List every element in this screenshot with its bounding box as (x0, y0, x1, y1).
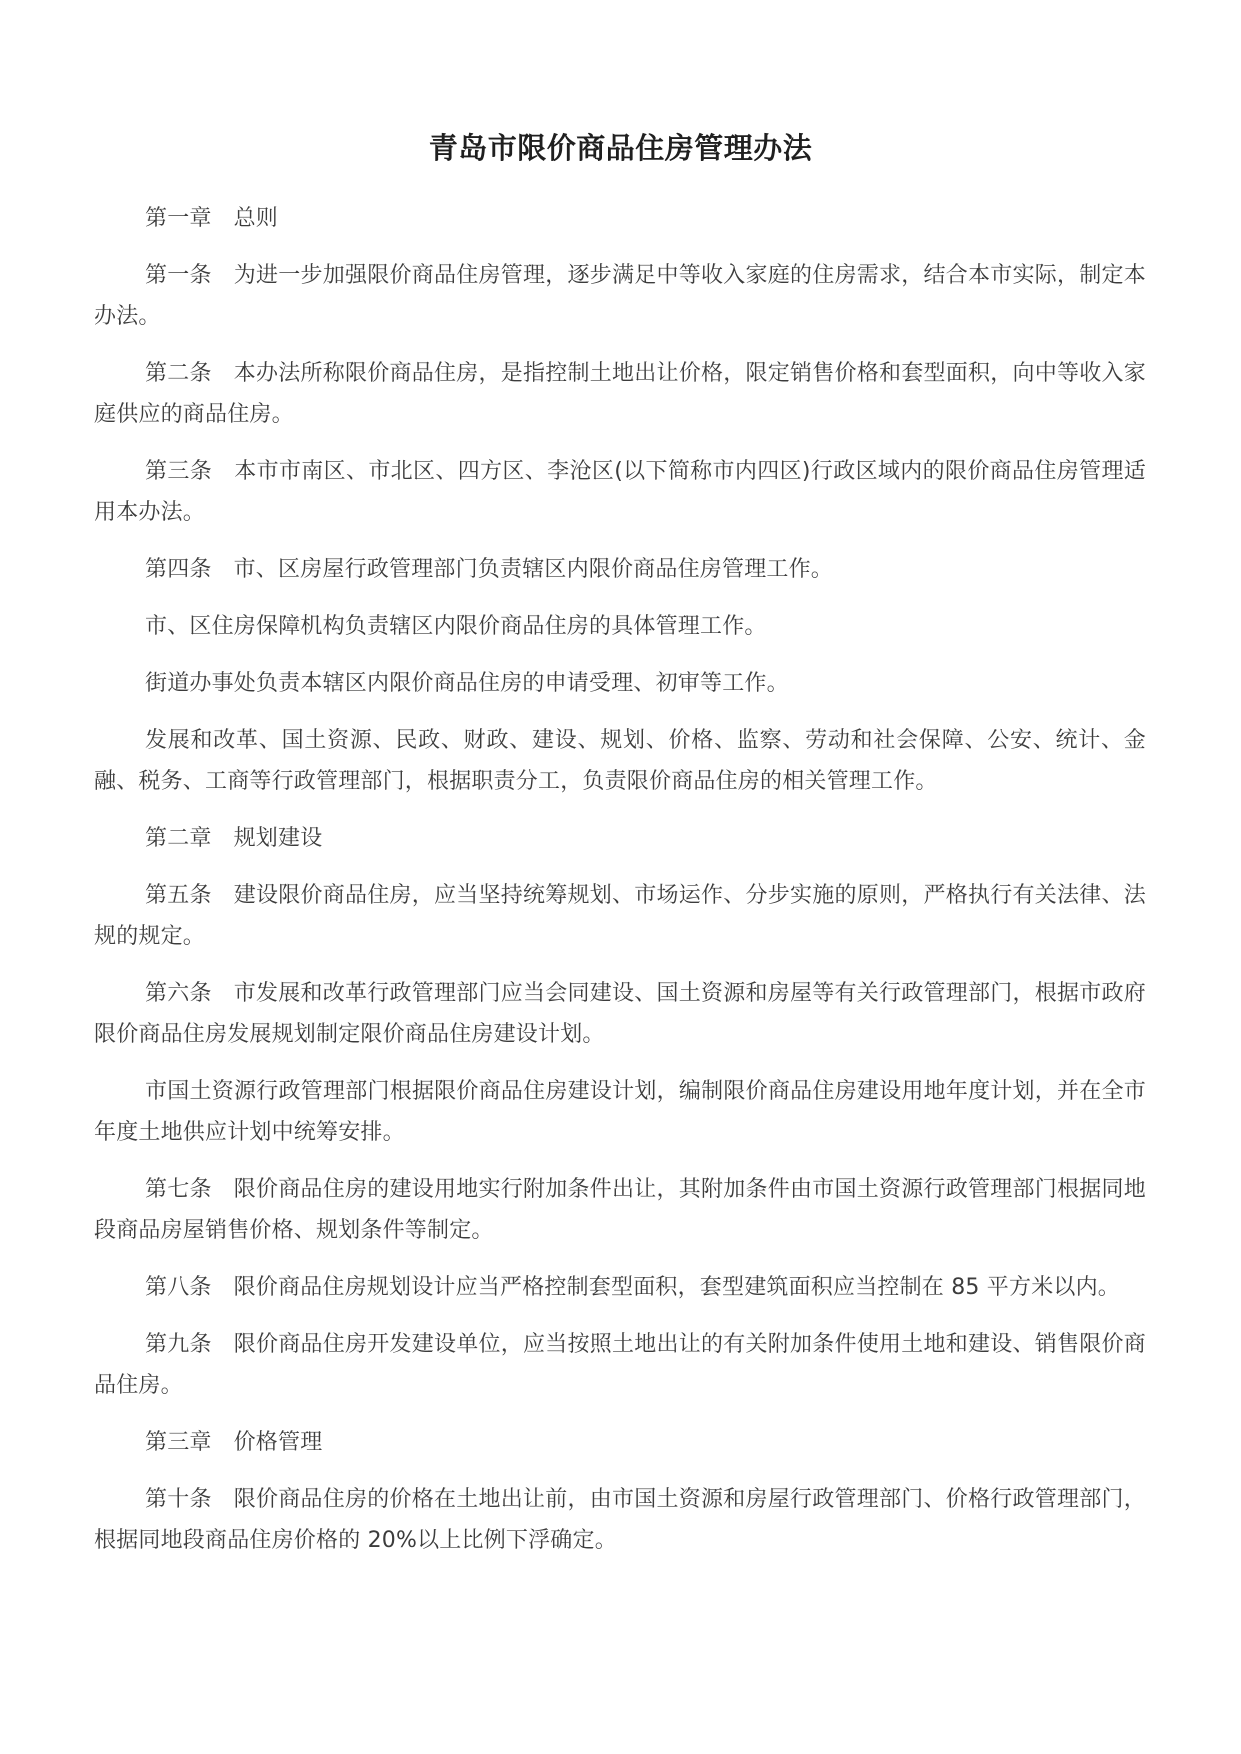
article-paragraph (94, 1324, 1146, 1406)
article-label: 第九条 (145, 1332, 212, 1357)
chapter-label: 第二章 (145, 826, 212, 851)
article-paragraph (94, 1169, 1146, 1251)
article-label: 第三条 (145, 459, 213, 484)
article-text: 市、区住房保障机构负责辖区内限价商品住房的具体管理工作。 (145, 614, 767, 639)
chapter-label: 第三章 (145, 1430, 212, 1455)
article-paragraph (94, 973, 1146, 1055)
article-label: 第八条 (145, 1275, 212, 1300)
article-text: 为进一步加强限价商品住房管理，逐步满足中等收入家庭的住房需求，结合本市实际，制定本办法。 (94, 263, 1146, 329)
article-text: 市、区房屋行政管理部门负责辖区内限价商品住房管理工作。 (233, 557, 834, 582)
document-body (94, 198, 1146, 1577)
article-paragraph (94, 1267, 1146, 1308)
article-label: 第七条 (145, 1177, 212, 1202)
chapter-heading (94, 1422, 1146, 1463)
article-paragraph (94, 255, 1146, 337)
article-continuation (94, 606, 1146, 647)
article-text: 发展和改革、国土资源、民政、财政、建设、规划、价格、监察、劳动和社会保障、公安、统计、金融、税务、工商等行政管理部门，根据职责分工，负责限价商品住房的相关管理工作。 (94, 728, 1146, 794)
article-label: 第四条 (145, 557, 212, 582)
article-text: 限价商品住房的建设用地实行附加条件出让，其附加条件由市国土资源行政管理部门根据同地段商品房屋销售价格、规划条件等制定。 (94, 1177, 1146, 1243)
chapter-title: 总则 (233, 206, 279, 231)
article-text: 市发展和改革行政管理部门应当会同建设、国土资源和房屋等有关行政管理部门，根据市政府限价商品住房发展规划制定限价商品住房建设计划。 (94, 981, 1146, 1047)
article-label: 第一条 (145, 263, 212, 288)
article-paragraph (94, 353, 1146, 435)
article-text: 限价商品住房的价格在土地出让前，由市国土资源和房屋行政管理部门、价格行政管理部门，根据同地段商品住房价格的 20%以上比例下浮确定。 (94, 1487, 1146, 1553)
article-paragraph (94, 1479, 1146, 1561)
chapter-heading (94, 198, 1146, 239)
article-text: 本办法所称限价商品住房，是指控制土地出让价格，限定销售价格和套型面积，向中等收入家庭供应的商品住房。 (94, 361, 1146, 427)
article-text: 限价商品住房开发建设单位，应当按照土地出让的有关附加条件使用土地和建设、销售限价商品住房。 (94, 1332, 1146, 1398)
article-paragraph (94, 549, 1146, 590)
article-text: 限价商品住房规划设计应当严格控制套型面积，套型建筑面积应当控制在 85 平方米以内。 (233, 1275, 1120, 1300)
article-continuation (94, 663, 1146, 704)
chapter-title: 规划建设 (233, 826, 323, 851)
article-text: 街道办事处负责本辖区内限价商品住房的申请受理、初审等工作。 (145, 671, 789, 696)
article-text: 建设限价商品住房，应当坚持统筹规划、市场运作、分步实施的原则，严格执行有关法律、法规的规定。 (94, 883, 1146, 949)
article-paragraph (94, 875, 1146, 957)
chapter-label: 第一章 (145, 206, 212, 231)
article-label: 第十条 (145, 1487, 212, 1512)
document-title: 青岛市限价商品住房管理办法 (428, 131, 813, 165)
chapter-heading (94, 818, 1146, 859)
article-paragraph (94, 451, 1146, 533)
article-label: 第五条 (145, 883, 212, 908)
article-text: 市国土资源行政管理部门根据限价商品住房建设计划，编制限价商品住房建设用地年度计划，并在全市年度土地供应计划中统筹安排。 (94, 1079, 1146, 1145)
article-label: 第六条 (145, 981, 212, 1006)
article-continuation (94, 720, 1146, 802)
article-label: 第二条 (145, 361, 212, 386)
chapter-title: 价格管理 (233, 1430, 323, 1455)
article-continuation (94, 1071, 1146, 1153)
article-text: 本市市南区、市北区、四方区、李沧区(以下简称市内四区)行政区域内的限价商品住房管理适用本办法。 (94, 459, 1146, 525)
